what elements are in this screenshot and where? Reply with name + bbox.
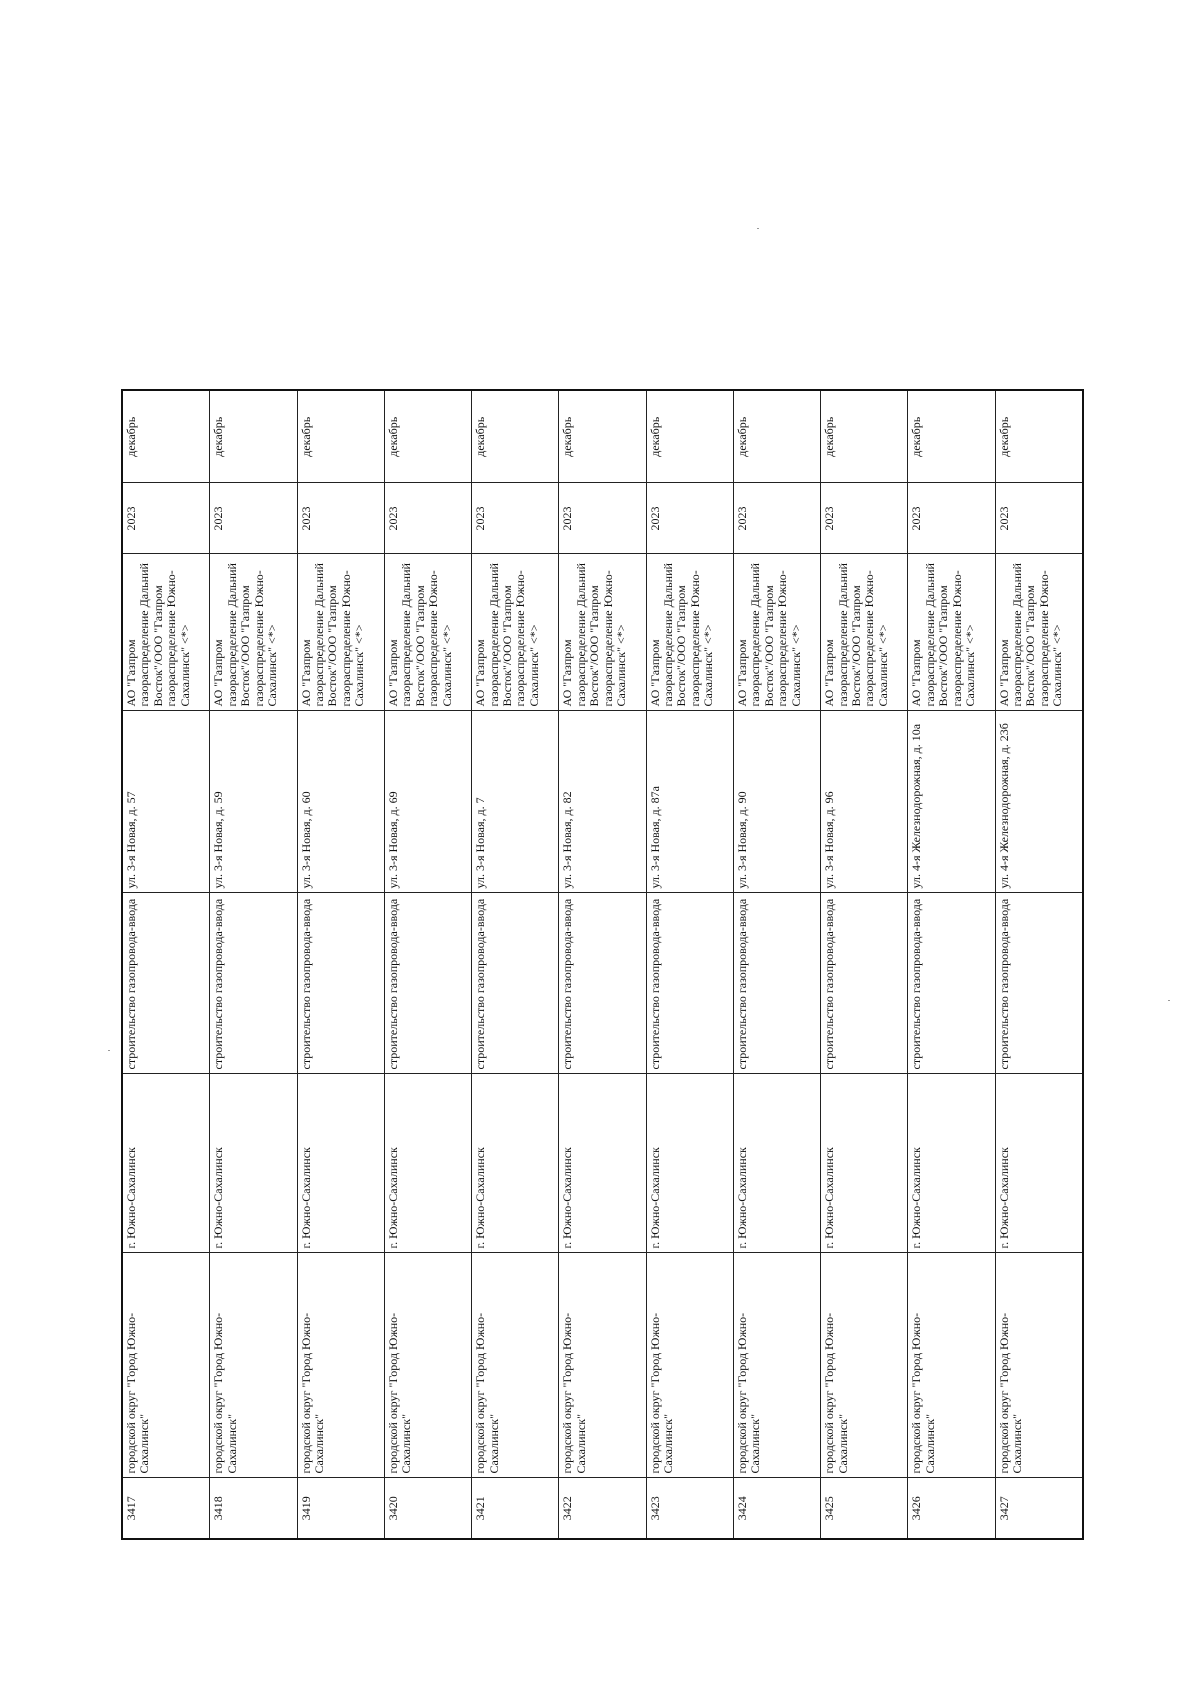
month-cell: декабрь [297,390,384,483]
municipal-district-cell: городской округ "Город Южно-Сахалинск" [384,1253,471,1478]
address-cell: ул. 3-я Новая, д. 69 [384,711,471,893]
year-cell: 2023 [210,483,297,554]
work-type-cell: строительство газопровода-ввода [210,893,297,1074]
row-number: 3417 [122,1478,210,1539]
municipal-district-cell: городской округ "Город Южно-Сахалинск" [646,1253,733,1478]
year-cell: 2023 [908,483,995,554]
settlement-cell: г. Южно-Сахалинск [821,1074,908,1253]
organization-cell: АО "Газпром газораспределение Дальний Восток"/ООО "Газпром газораспределение Южно-Сахалинск" <*> [472,554,559,711]
address-cell: ул. 3-я Новая, д. 60 [297,711,384,893]
row-number: 3424 [733,1478,820,1539]
month-cell: декабрь [821,390,908,483]
gas-connection-registry-table [121,389,1084,1540]
settlement-cell: г. Южно-Сахалинск [733,1074,820,1253]
organization-cell: АО "Газпром газораспределение Дальний Восток"/ООО "Газпром газораспределение Южно-Сахалинск" <*> [821,554,908,711]
scan-speck [1168,1000,1170,1001]
table-row [122,390,210,1539]
work-type-cell: строительство газопровода-ввода [733,893,820,1074]
row-number: 3421 [472,1478,559,1539]
municipal-district-cell: городской округ "Город Южно-Сахалинск" [559,1253,646,1478]
work-type-cell: строительство газопровода-ввода [559,893,646,1074]
year-cell: 2023 [733,483,820,554]
municipal-district-cell: городской округ "Город Южно-Сахалинск" [995,1253,1083,1478]
work-type-cell: строительство газопровода-ввода [908,893,995,1074]
municipal-district-cell: городской округ "Город Южно-Сахалинск" [210,1253,297,1478]
settlement-cell: г. Южно-Сахалинск [122,1074,210,1253]
year-cell: 2023 [384,483,471,554]
organization-cell: АО "Газпром газораспределение Дальний Восток"/ООО "Газпром газораспределение Южно-Сахалинск" <*> [733,554,820,711]
table-row [297,390,384,1539]
address-cell: ул. 4-я Железнодорожная, д. 23б [995,711,1083,893]
month-cell: декабрь [995,390,1083,483]
organization-cell: АО "Газпром газораспределение Дальний Восток"/ООО "Газпром газораспределение Южно-Сахалинск" <*> [559,554,646,711]
month-cell: декабрь [122,390,210,483]
table-body [122,390,1083,1539]
month-cell: декабрь [384,390,471,483]
year-cell: 2023 [995,483,1083,554]
row-number: 3422 [559,1478,646,1539]
month-cell: декабрь [733,390,820,483]
year-cell: 2023 [297,483,384,554]
municipal-district-cell: городской округ "Город Южно-Сахалинск" [472,1253,559,1478]
organization-cell: АО "Газпром газораспределение Дальний Восток"/ООО "Газпром газораспределение Южно-Сахалинск" <*> [297,554,384,711]
municipal-district-cell: городской округ "Город Южно-Сахалинск" [122,1253,210,1478]
settlement-cell: г. Южно-Сахалинск [472,1074,559,1253]
work-type-cell: строительство газопровода-ввода [384,893,471,1074]
month-cell: декабрь [908,390,995,483]
scan-speck [757,228,759,229]
table-row [210,390,297,1539]
settlement-cell: г. Южно-Сахалинск [559,1074,646,1253]
year-cell: 2023 [821,483,908,554]
address-cell: ул. 3-я Новая, д. 7 [472,711,559,893]
organization-cell: АО "Газпром газораспределение Дальний Восток"/ООО "Газпром газораспределение Южно-Сахалинск" <*> [995,554,1083,711]
address-cell: ул. 3-я Новая, д. 82 [559,711,646,893]
row-number: 3418 [210,1478,297,1539]
rotated-table-wrapper [121,391,1084,1540]
organization-cell: АО "Газпром газораспределение Дальний Восток"/ООО "Газпром газораспределение Южно-Сахалинск" <*> [908,554,995,711]
municipal-district-cell: городской округ "Город Южно-Сахалинск" [297,1253,384,1478]
organization-cell: АО "Газпром газораспределение Дальний Восток"/ООО "Газпром газораспределение Южно-Сахалинск" <*> [384,554,471,711]
address-cell: ул. 3-я Новая, д. 57 [122,711,210,893]
year-cell: 2023 [122,483,210,554]
year-cell: 2023 [559,483,646,554]
settlement-cell: г. Южно-Сахалинск [646,1074,733,1253]
table-row [995,390,1083,1539]
settlement-cell: г. Южно-Сахалинск [995,1074,1083,1253]
table-row [733,390,820,1539]
row-number: 3423 [646,1478,733,1539]
year-cell: 2023 [646,483,733,554]
address-cell: ул. 3-я Новая, д. 87а [646,711,733,893]
table-row [646,390,733,1539]
settlement-cell: г. Южно-Сахалинск [210,1074,297,1253]
address-cell: ул. 4-я Железнодорожная, д. 10а [908,711,995,893]
work-type-cell: строительство газопровода-ввода [821,893,908,1074]
row-number: 3425 [821,1478,908,1539]
work-type-cell: строительство газопровода-ввода [995,893,1083,1074]
municipal-district-cell: городской округ "Город Южно-Сахалинск" [733,1253,820,1478]
settlement-cell: г. Южно-Сахалинск [908,1074,995,1253]
scan-speck [108,1050,110,1051]
organization-cell: АО "Газпром газораспределение Дальний Восток"/ООО "Газпром газораспределение Южно-Сахалинск" <*> [646,554,733,711]
municipal-district-cell: городской округ "Город Южно-Сахалинск" [908,1253,995,1478]
work-type-cell: строительство газопровода-ввода [297,893,384,1074]
table-row [559,390,646,1539]
address-cell: ул. 3-я Новая, д. 59 [210,711,297,893]
settlement-cell: г. Южно-Сахалинск [384,1074,471,1253]
month-cell: декабрь [559,390,646,483]
work-type-cell: строительство газопровода-ввода [472,893,559,1074]
row-number: 3420 [384,1478,471,1539]
month-cell: декабрь [210,390,297,483]
work-type-cell: строительство газопровода-ввода [646,893,733,1074]
municipal-district-cell: городской округ "Город Южно-Сахалинск" [821,1253,908,1478]
table-row [384,390,471,1539]
address-cell: ул. 3-я Новая, д. 90 [733,711,820,893]
work-type-cell: строительство газопровода-ввода [122,893,210,1074]
organization-cell: АО "Газпром газораспределение Дальний Восток"/ООО "Газпром газораспределение Южно-Сахалинск" <*> [210,554,297,711]
organization-cell: АО "Газпром газораспределение Дальний Восток"/ООО "Газпром газораспределение Южно-Сахалинск" <*> [122,554,210,711]
year-cell: 2023 [472,483,559,554]
row-number: 3419 [297,1478,384,1539]
address-cell: ул. 3-я Новая, д. 96 [821,711,908,893]
row-number: 3426 [908,1478,995,1539]
row-number: 3427 [995,1478,1083,1539]
month-cell: декабрь [646,390,733,483]
table-row [472,390,559,1539]
settlement-cell: г. Южно-Сахалинск [297,1074,384,1253]
month-cell: декабрь [472,390,559,483]
table-row [908,390,995,1539]
table-row [821,390,908,1539]
